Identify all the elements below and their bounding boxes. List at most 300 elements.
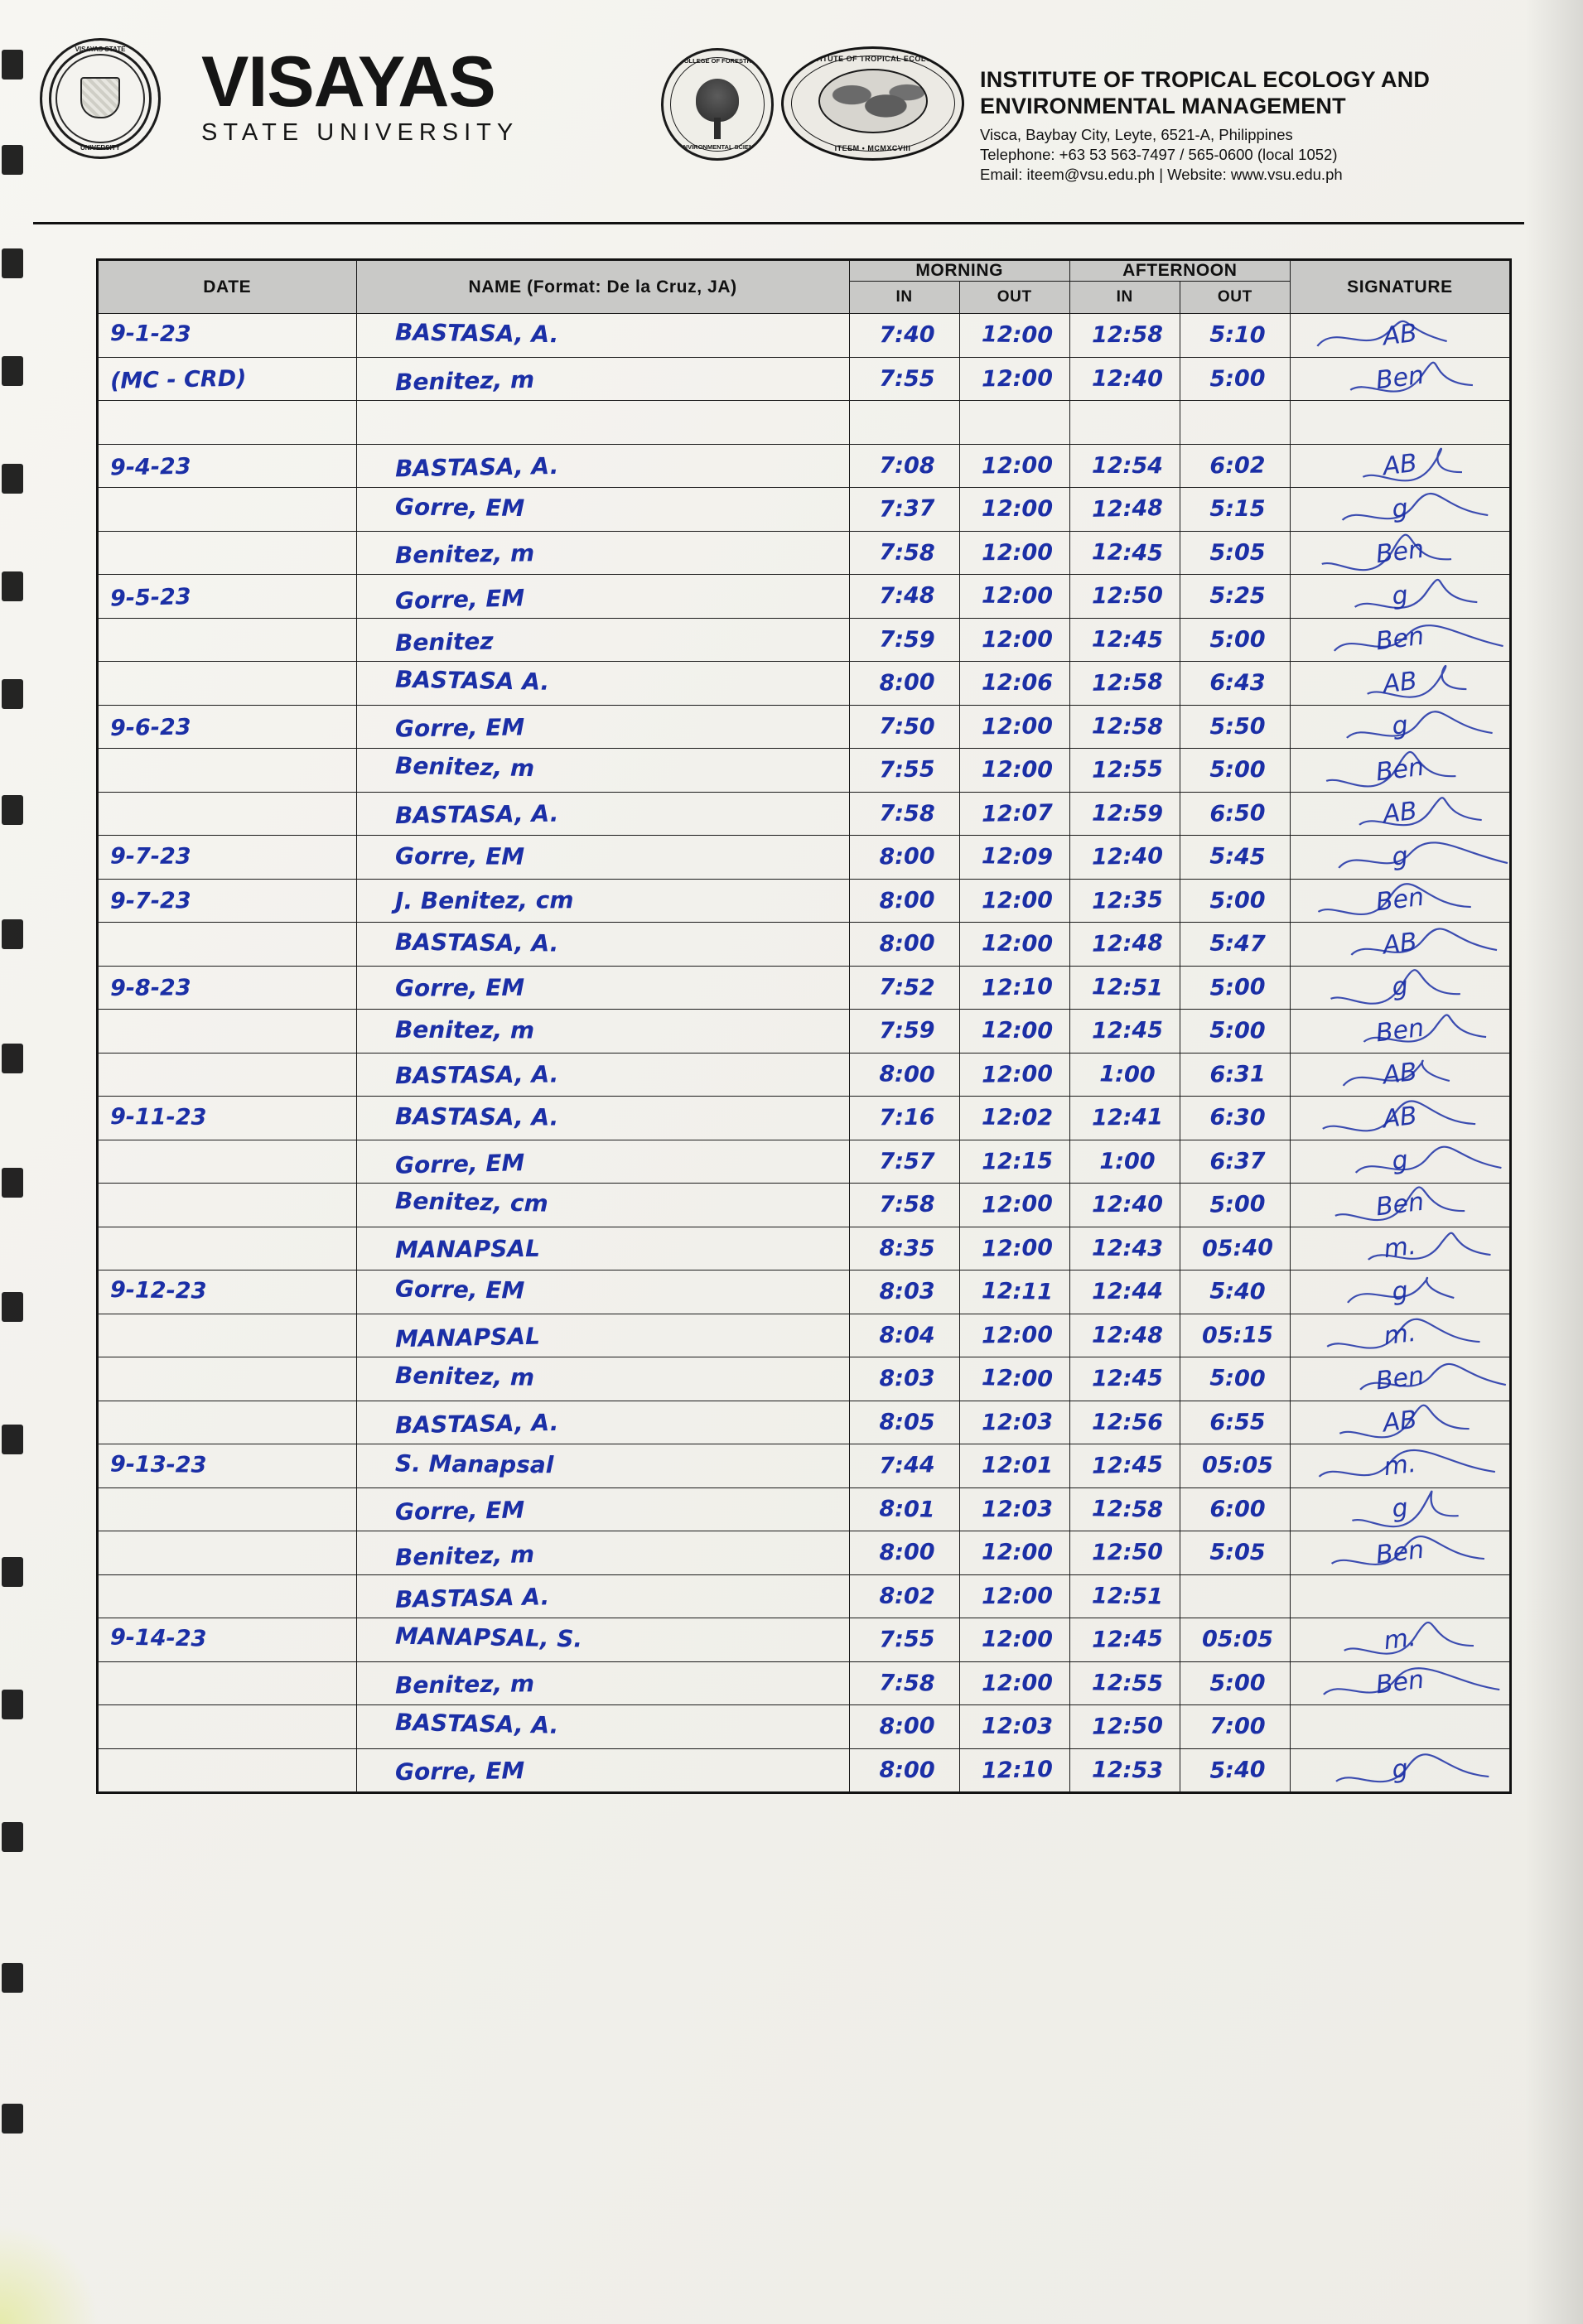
row-morning-in (849, 749, 959, 793)
row-date (99, 357, 357, 401)
row-date (99, 488, 357, 532)
row-afternoon-out-value: 5:47 (1209, 930, 1266, 957)
row-signature (1290, 575, 1509, 619)
row-name-value: Benitez (394, 627, 494, 658)
table-row (99, 314, 1510, 358)
row-afternoon-in-value: 12:45 (1091, 626, 1163, 653)
iteem-seal-icon (781, 46, 964, 161)
row-signature-value: Ben (1373, 1013, 1426, 1049)
row-afternoon-in-value: 12:55 (1091, 756, 1164, 784)
row-signature-value (1291, 1714, 1508, 1740)
row-date (99, 1748, 357, 1792)
row-morning-in-value: 8:00 (878, 930, 935, 957)
row-morning-in (849, 1314, 959, 1357)
table-row (99, 488, 1510, 532)
table-row (99, 1661, 1510, 1705)
row-signature (1290, 1444, 1509, 1488)
row-morning-in (849, 488, 959, 532)
row-name-value: J. Benitez, cm (394, 886, 574, 915)
row-afternoon-in (1069, 1010, 1180, 1054)
crest-shape (80, 77, 120, 118)
row-morning-out (959, 1053, 1069, 1097)
row-signature-value: g (1390, 493, 1410, 524)
row-afternoon-in (1069, 531, 1180, 575)
row-afternoon-in-value: 12:58 (1091, 713, 1163, 740)
row-name (356, 314, 849, 358)
row-morning-in-value: 7:58 (878, 539, 935, 567)
row-morning-in (849, 879, 959, 923)
row-signature-value (1291, 409, 1508, 436)
row-morning-in (849, 1401, 959, 1444)
row-signature-value: Ben (1373, 621, 1426, 657)
row-name (356, 1097, 849, 1140)
row-morning-in-value: 7:37 (878, 495, 935, 523)
row-morning-out-value: 12:00 (981, 887, 1053, 914)
row-name (356, 1661, 849, 1705)
row-afternoon-in-value: 12:53 (1091, 1757, 1163, 1784)
row-afternoon-in (1069, 1357, 1180, 1401)
row-date-value (99, 1681, 356, 1685)
row-morning-in (849, 1140, 959, 1184)
college-seal-top-text: COLLEGE OF FORESTRY (679, 57, 755, 65)
row-afternoon-in-value: 12:41 (1091, 1104, 1163, 1131)
row-afternoon-in (1069, 1705, 1180, 1749)
row-afternoon-in (1069, 1661, 1180, 1705)
col-morning: MORNING (849, 261, 1069, 282)
row-date-value (99, 1203, 356, 1208)
row-afternoon-in (1069, 879, 1180, 923)
row-morning-out-value: 12:00 (981, 1191, 1054, 1219)
row-signature-value: AB (1381, 448, 1419, 482)
row-afternoon-out (1180, 792, 1290, 836)
row-name (356, 836, 849, 880)
row-afternoon-out (1180, 1618, 1290, 1662)
row-morning-out-value: 12:07 (981, 799, 1054, 827)
row-afternoon-out-value: 5:05 (1209, 539, 1266, 566)
row-signature (1290, 1357, 1509, 1401)
row-signature-value: Ben (1373, 534, 1426, 570)
row-morning-out-value: 12:09 (981, 843, 1053, 871)
row-morning-out (959, 749, 1069, 793)
row-afternoon-out (1180, 705, 1290, 749)
table-row (99, 1010, 1510, 1054)
row-name-value: BASTASA, A. (394, 799, 559, 830)
row-date-value: 9-7-23 (109, 843, 191, 870)
col-afternoon: AFTERNOON (1069, 261, 1290, 282)
row-afternoon-out-value: 5:00 (1209, 1670, 1266, 1697)
row-signature-value: g (1390, 1754, 1410, 1786)
row-morning-out (959, 836, 1069, 880)
table-row (99, 357, 1510, 401)
row-date (99, 1574, 357, 1618)
row-morning-out (959, 1097, 1069, 1140)
row-date-value (99, 1507, 356, 1512)
row-date-value (99, 1768, 356, 1772)
row-name (356, 879, 849, 923)
row-name-value: BASTASA, A. (394, 452, 559, 483)
row-morning-in (849, 1618, 959, 1662)
row-date-value (99, 812, 356, 815)
tree-icon (696, 79, 739, 122)
row-date-value (99, 1594, 356, 1598)
row-date (99, 836, 357, 880)
table-row (99, 1097, 1510, 1140)
row-afternoon-in (1069, 1618, 1180, 1662)
row-afternoon-out (1180, 1357, 1290, 1401)
table-row (99, 531, 1510, 575)
col-afternoon-in: IN (1069, 282, 1180, 314)
row-morning-out (959, 1227, 1069, 1270)
row-signature-value: AB (1381, 927, 1419, 961)
table-row (99, 749, 1510, 793)
tree-trunk-icon (714, 118, 721, 139)
binder-holes (0, 0, 33, 2324)
row-morning-out-value: 12:00 (981, 1539, 1053, 1566)
university-name-primary: VISAYAS (201, 42, 495, 122)
row-signature-value: AB (1381, 1057, 1419, 1091)
row-morning-in-value: 7:40 (878, 321, 935, 349)
row-signature (1290, 836, 1509, 880)
row-morning-out (959, 1140, 1069, 1184)
row-signature-value: g (1390, 972, 1410, 1003)
row-afternoon-in-value: 12:50 (1091, 1713, 1164, 1740)
row-afternoon-out (1180, 401, 1290, 445)
row-afternoon-out (1180, 1010, 1290, 1054)
row-afternoon-out-value: 6:30 (1209, 1104, 1266, 1131)
row-morning-in (849, 792, 959, 836)
row-name (356, 1227, 849, 1270)
row-date (99, 1487, 357, 1531)
row-afternoon-in-value: 12:43 (1091, 1235, 1163, 1262)
row-signature (1290, 705, 1509, 749)
row-name-value: Gorre, EM (394, 1275, 525, 1304)
row-signature (1290, 1574, 1509, 1618)
row-signature-value (1291, 1583, 1508, 1609)
row-morning-in-value: 7:44 (878, 1452, 935, 1479)
col-signature: SIGNATURE (1290, 261, 1509, 314)
col-morning-out: OUT (959, 282, 1069, 314)
row-morning-in (849, 1487, 959, 1531)
row-signature (1290, 1531, 1509, 1575)
row-name-value: BASTASA, A. (394, 1708, 559, 1739)
row-morning-in-value: 8:00 (878, 1539, 935, 1566)
row-date (99, 1314, 357, 1357)
row-date (99, 1705, 357, 1749)
row-morning-out (959, 1618, 1069, 1662)
row-morning-out (959, 1705, 1069, 1749)
row-afternoon-in-value: 12:48 (1091, 495, 1164, 523)
table-header-row-1 (99, 261, 1510, 282)
institute-title-line2: ENVIRONMENTAL MANAGEMENT (980, 94, 1346, 118)
row-signature (1290, 1010, 1509, 1054)
row-name (356, 1487, 849, 1531)
row-name (356, 792, 849, 836)
col-name (356, 261, 849, 314)
row-date-value: 9-5-23 (109, 584, 191, 612)
row-signature-value: Ben (1373, 1361, 1426, 1396)
row-morning-out-value: 12:03 (981, 1713, 1053, 1740)
row-afternoon-out-value: 6:43 (1209, 670, 1266, 697)
row-afternoon-out-value: 5:00 (1209, 1017, 1266, 1044)
row-afternoon-out-value: 5:10 (1209, 321, 1266, 349)
row-date (99, 966, 357, 1010)
row-name (356, 357, 849, 401)
row-afternoon-in (1069, 749, 1180, 793)
row-name (356, 1140, 849, 1184)
row-date (99, 401, 357, 445)
row-date (99, 1661, 357, 1705)
row-date (99, 1227, 357, 1270)
row-afternoon-in (1069, 1053, 1180, 1097)
row-date (99, 1444, 357, 1488)
row-morning-in-value: 8:03 (878, 1365, 935, 1392)
row-afternoon-in-value: 12:58 (1091, 669, 1164, 697)
row-afternoon-in-value: 12:50 (1091, 582, 1163, 610)
letterhead (23, 15, 1556, 222)
row-morning-in-value: 8:05 (878, 1409, 935, 1436)
row-afternoon-out (1180, 357, 1290, 401)
row-signature (1290, 1618, 1509, 1662)
row-date-value: 9-13-23 (109, 1451, 207, 1478)
row-date-value (99, 508, 356, 510)
row-morning-in-value: 7:48 (878, 582, 935, 610)
row-date-value (99, 1724, 356, 1729)
row-date (99, 1184, 357, 1227)
row-afternoon-in (1069, 444, 1180, 488)
row-afternoon-in (1069, 1184, 1180, 1227)
row-afternoon-in (1069, 1314, 1180, 1357)
row-signature-value: g (1390, 580, 1410, 611)
row-date-value (99, 943, 356, 945)
college-seal-bottom-text: & ENVIRONMENTAL SCIENCE (673, 143, 762, 151)
row-afternoon-in-value: 12:40 (1091, 1192, 1163, 1218)
university-wordmark (201, 42, 522, 147)
row-morning-out-value: 12:15 (981, 1148, 1053, 1175)
row-morning-out-value: 12:00 (981, 1234, 1053, 1262)
table-row (99, 1574, 1510, 1618)
row-afternoon-in-value: 12:45 (1091, 538, 1164, 567)
row-afternoon-out-value: 05:15 (1201, 1322, 1274, 1349)
row-signature-value: AB (1381, 796, 1419, 830)
row-morning-out-value: 12:00 (981, 1017, 1053, 1044)
row-date-value (99, 420, 356, 424)
col-afternoon-out: OUT (1180, 282, 1290, 314)
row-afternoon-out-value: 5:40 (1209, 1278, 1266, 1305)
row-morning-out-value: 12:01 (981, 1453, 1053, 1479)
row-morning-out (959, 1444, 1069, 1488)
row-name (356, 1053, 849, 1097)
row-name-value: BASTASA, A. (394, 1060, 559, 1090)
row-afternoon-out-value: 6:50 (1209, 799, 1266, 827)
row-afternoon-out-value: 6:02 (1209, 452, 1266, 480)
table-head (99, 261, 1510, 314)
row-afternoon-in (1069, 1227, 1180, 1270)
row-afternoon-out-value: 6:00 (1209, 1496, 1266, 1522)
row-morning-in (849, 575, 959, 619)
row-morning-out (959, 966, 1069, 1010)
row-name-value: Gorre, EM (394, 1757, 524, 1786)
row-afternoon-in-value: 12:58 (1091, 1495, 1164, 1523)
row-name (356, 531, 849, 575)
row-signature (1290, 1053, 1509, 1097)
row-name (356, 749, 849, 793)
row-date-value (99, 1159, 355, 1164)
row-signature (1290, 1314, 1509, 1357)
row-name (356, 1314, 849, 1357)
row-afternoon-out-value: 5:05 (1209, 1539, 1266, 1566)
row-afternoon-in (1069, 488, 1180, 532)
row-afternoon-out-value: 05:40 (1201, 1234, 1274, 1262)
row-morning-in (849, 401, 959, 445)
row-afternoon-in-value: 12:55 (1091, 1670, 1163, 1697)
row-date-value: 9-14-23 (109, 1624, 207, 1652)
row-name (356, 488, 849, 532)
row-afternoon-out-value: 5:15 (1209, 496, 1266, 523)
row-date-value (99, 767, 356, 773)
row-name-value: Gorre, EM (394, 973, 524, 1003)
row-name (356, 705, 849, 749)
row-signature (1290, 618, 1509, 662)
row-date-value (99, 637, 356, 642)
row-afternoon-in (1069, 836, 1180, 880)
row-name-value: Benitez, m (394, 365, 535, 397)
row-signature (1290, 1705, 1509, 1749)
row-afternoon-in (1069, 966, 1180, 1010)
row-afternoon-out (1180, 966, 1290, 1010)
row-morning-out-value: 12:00 (981, 496, 1053, 523)
row-signature-value: g (1390, 841, 1410, 872)
row-morning-out-value: 12:03 (981, 1409, 1053, 1436)
row-name-value: BASTASA A. (394, 1583, 550, 1614)
row-afternoon-out-value: 5:50 (1209, 713, 1266, 740)
row-morning-in-value: 8:00 (878, 886, 935, 914)
row-morning-out (959, 1010, 1069, 1054)
row-morning-out-value: 12:06 (981, 670, 1053, 697)
row-afternoon-out (1180, 1401, 1290, 1444)
row-morning-in (849, 662, 959, 706)
row-morning-in (849, 966, 959, 1010)
row-name-value: Gorre, EM (394, 584, 525, 615)
row-morning-out-value: 12:00 (981, 1627, 1053, 1653)
row-afternoon-in-value: 12:56 (1091, 1409, 1163, 1436)
row-date-value (99, 1030, 356, 1032)
row-afternoon-out (1180, 1444, 1290, 1488)
globe-icon (818, 69, 928, 133)
row-name-value: Benitez, m (394, 1540, 535, 1571)
row-morning-in-value: 7:59 (878, 626, 935, 653)
row-morning-in (849, 531, 959, 575)
row-morning-in (849, 836, 959, 880)
row-name (356, 575, 849, 619)
row-signature (1290, 357, 1509, 401)
row-morning-out (959, 1531, 1069, 1575)
row-afternoon-in (1069, 662, 1180, 706)
row-morning-out (959, 1574, 1069, 1618)
row-name-value (357, 418, 849, 426)
row-morning-in-value: 7:58 (878, 1192, 935, 1218)
row-date-value: 9-11-23 (109, 1104, 207, 1131)
row-afternoon-in (1069, 314, 1180, 358)
row-morning-in (849, 314, 959, 358)
table-row (99, 879, 1510, 923)
iteem-seal-bottom-text: ITEEM • MCMXCVIII (834, 144, 911, 152)
row-morning-out (959, 401, 1069, 445)
row-afternoon-out-value: 5:25 (1209, 582, 1266, 610)
scan-edge-shadow (1525, 0, 1583, 2324)
row-afternoon-out-value: 5:00 (1209, 1191, 1266, 1218)
row-name (356, 1010, 849, 1054)
row-afternoon-out-value: 6:55 (1209, 1409, 1266, 1436)
row-morning-out-value: 12:00 (981, 626, 1053, 653)
row-date (99, 662, 357, 706)
row-signature (1290, 1270, 1509, 1314)
row-date-value: 9-7-23 (109, 887, 191, 914)
row-afternoon-out (1180, 879, 1290, 923)
row-signature-value: g (1390, 1275, 1410, 1307)
table-row (99, 1270, 1510, 1314)
row-name (356, 1618, 849, 1662)
row-afternoon-out (1180, 488, 1290, 532)
row-name (356, 1184, 849, 1227)
row-name-value: MANAPSAL (394, 1235, 540, 1264)
row-signature-value: AB (1381, 666, 1419, 700)
row-afternoon-out (1180, 1574, 1290, 1618)
row-afternoon-out-value: 05:05 (1201, 1627, 1273, 1653)
row-signature-value: m. (1382, 1622, 1418, 1656)
row-morning-in (849, 705, 959, 749)
table-row (99, 923, 1510, 967)
row-signature-value: AB (1381, 318, 1419, 352)
row-morning-in-value: 7:57 (878, 1148, 935, 1174)
row-name-value: Gorre, EM (394, 841, 524, 870)
row-name-value: Gorre, EM (394, 713, 525, 743)
row-afternoon-out-value: 5:45 (1209, 843, 1266, 870)
row-name (356, 1270, 849, 1314)
row-morning-out-value: 12:00 (981, 1670, 1053, 1697)
row-date (99, 792, 357, 836)
row-date-value (99, 1377, 356, 1381)
row-morning-out-value: 12:00 (981, 930, 1053, 957)
table-row (99, 1053, 1510, 1097)
institute-email: Email: iteem@vsu.edu.ph | Website: www.vsu.edu.ph (980, 166, 1343, 183)
row-afternoon-out-value: 5:00 (1209, 365, 1266, 393)
row-signature (1290, 401, 1509, 445)
row-afternoon-in-value: 12:48 (1091, 930, 1164, 958)
row-date-value (99, 1333, 356, 1338)
row-afternoon-in (1069, 705, 1180, 749)
table-row (99, 705, 1510, 749)
row-name (356, 444, 849, 488)
row-morning-in (849, 1357, 959, 1401)
row-afternoon-in-value: 12:45 (1091, 1626, 1164, 1654)
table-row (99, 1748, 1510, 1792)
row-signature (1290, 966, 1509, 1010)
row-signature (1290, 1401, 1509, 1444)
row-morning-in (849, 1184, 959, 1227)
row-morning-in (849, 1053, 959, 1097)
row-date (99, 923, 357, 967)
row-afternoon-out-value: 5:40 (1209, 1756, 1266, 1784)
row-morning-out (959, 1314, 1069, 1357)
row-afternoon-in (1069, 792, 1180, 836)
row-signature-value: AB (1381, 1101, 1419, 1135)
row-signature-value: g (1390, 711, 1410, 742)
row-morning-out-value: 12:10 (981, 1756, 1054, 1784)
table-row (99, 966, 1510, 1010)
row-morning-in (849, 444, 959, 488)
row-signature (1290, 444, 1509, 488)
row-name-value: BASTASA, A. (394, 1409, 559, 1439)
